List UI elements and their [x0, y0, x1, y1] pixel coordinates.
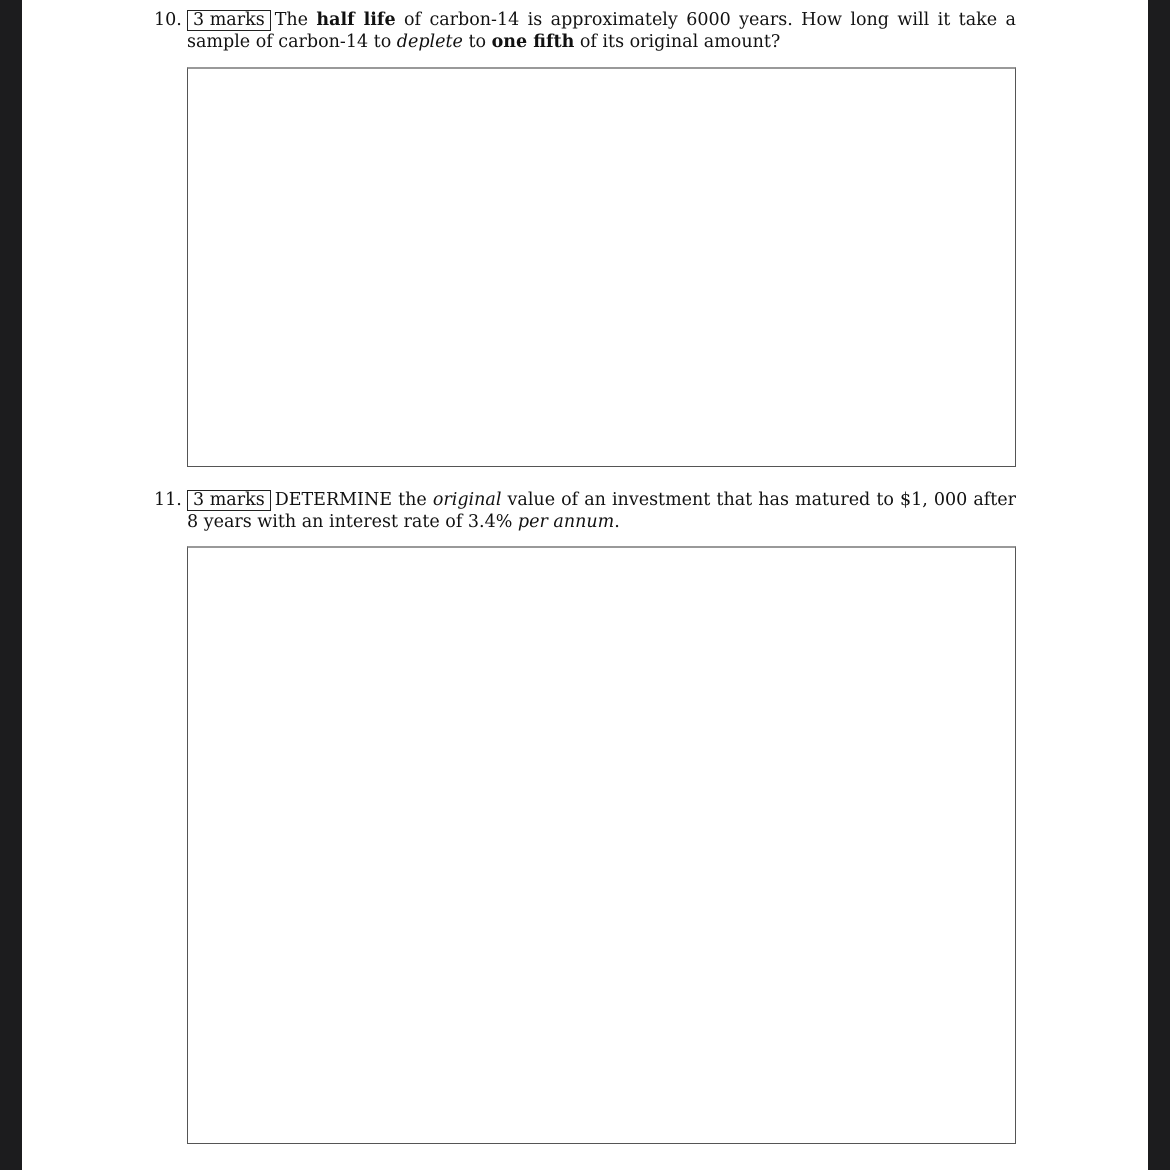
question-11-italic-term: original — [432, 490, 502, 510]
question-11-number: 11. — [154, 490, 182, 510]
right-dark-border — [1148, 0, 1170, 1170]
question-10-segment: to — [462, 32, 492, 52]
question-10-number: 10. — [154, 10, 182, 30]
question-11-segment: . — [614, 512, 620, 532]
question-10-bold-term: half life — [316, 10, 396, 30]
question-11-segment: value of an investment that has matured to $1, 000 after 8 years with an interest rate of 3.4% — [187, 490, 1016, 532]
question-10-segment: of its original amount? — [574, 32, 781, 52]
question-10-text — [187, 9, 1016, 53]
question-10-italic-term: deplete — [396, 32, 463, 52]
question-10-marks-badge: 3 marks — [187, 10, 271, 31]
question-11-text — [187, 489, 1016, 533]
question-11-answer-box[interactable] — [187, 546, 1016, 1144]
question-11-italic-term: per annum — [517, 512, 615, 532]
question-10-bold-term: one fifth — [491, 32, 575, 52]
question-10-answer-box[interactable] — [187, 67, 1016, 467]
question-11-segment: DETERMINE the — [274, 490, 433, 510]
question-10-segment: of carbon-14 is approximately 6000 years. How long will it take a sample of carbon-14 to — [187, 10, 1016, 52]
question-11-marks-badge: 3 marks — [187, 490, 271, 511]
left-dark-border — [0, 0, 22, 1170]
question-10-segment: The — [274, 10, 317, 30]
